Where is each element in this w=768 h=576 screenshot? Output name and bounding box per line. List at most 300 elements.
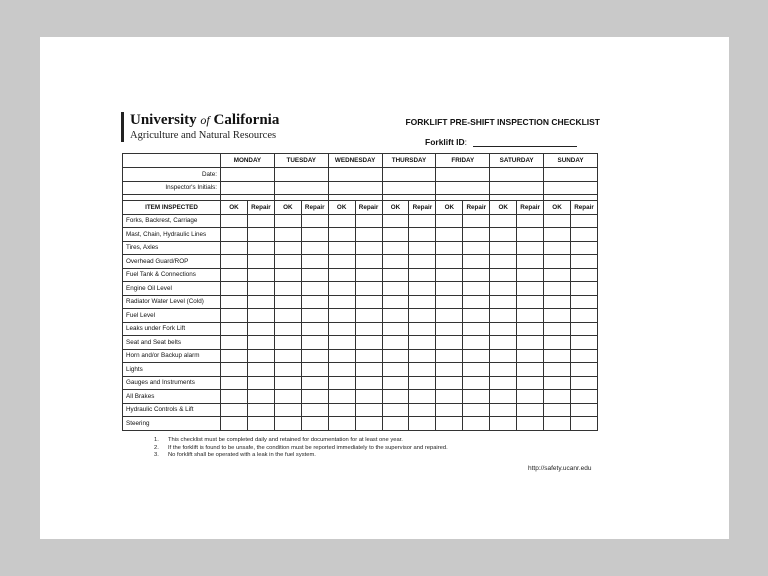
ok-checkbox-cell[interactable] (544, 268, 571, 282)
repair-checkbox-cell[interactable] (247, 363, 274, 377)
repair-checkbox-cell[interactable] (409, 376, 436, 390)
item-label: Overhead Guard/ROP (123, 255, 221, 269)
ok-checkbox-cell[interactable] (382, 349, 409, 363)
forklift-id-blank[interactable] (473, 136, 577, 147)
repair-checkbox-cell[interactable] (355, 349, 382, 363)
repair-checkbox-cell[interactable] (355, 322, 382, 336)
table-row (123, 295, 598, 309)
initials-cell[interactable] (382, 181, 436, 195)
item-header-row (123, 201, 598, 215)
ok-checkbox-cell[interactable] (328, 241, 355, 255)
ok-checkbox-cell[interactable] (490, 241, 517, 255)
repair-checkbox-cell[interactable] (355, 309, 382, 323)
repair-checkbox-cell[interactable] (409, 363, 436, 377)
repair-checkbox-cell[interactable] (517, 295, 544, 309)
table-row (123, 403, 598, 417)
ok-checkbox-cell[interactable] (328, 255, 355, 269)
repair-header: Repair (463, 201, 490, 215)
logo-university-name: University of California (130, 112, 280, 128)
ok-checkbox-cell[interactable] (436, 295, 463, 309)
ok-checkbox-cell[interactable] (382, 255, 409, 269)
repair-checkbox-cell[interactable] (463, 390, 490, 404)
ok-checkbox-cell[interactable] (490, 403, 517, 417)
repair-checkbox-cell[interactable] (517, 349, 544, 363)
item-label: Fuel Level (123, 309, 221, 323)
ok-checkbox-cell[interactable] (274, 322, 301, 336)
ok-checkbox-cell[interactable] (436, 228, 463, 242)
repair-checkbox-cell[interactable] (517, 322, 544, 336)
ok-checkbox-cell[interactable] (436, 268, 463, 282)
repair-header: Repair (409, 201, 436, 215)
ok-checkbox-cell[interactable] (436, 376, 463, 390)
ok-checkbox-cell[interactable] (221, 376, 248, 390)
repair-checkbox-cell[interactable] (463, 417, 490, 431)
repair-checkbox-cell[interactable] (409, 268, 436, 282)
repair-checkbox-cell[interactable] (570, 268, 597, 282)
ok-checkbox-cell[interactable] (382, 390, 409, 404)
table-row (123, 390, 598, 404)
day-header: SATURDAY (490, 154, 544, 168)
repair-checkbox-cell[interactable] (463, 376, 490, 390)
ok-checkbox-cell[interactable] (274, 336, 301, 350)
note-number: 1. (154, 437, 159, 443)
repair-checkbox-cell[interactable] (463, 282, 490, 296)
repair-checkbox-cell[interactable] (355, 268, 382, 282)
repair-checkbox-cell[interactable] (301, 336, 328, 350)
ok-checkbox-cell[interactable] (490, 268, 517, 282)
ok-checkbox-cell[interactable] (490, 376, 517, 390)
ok-checkbox-cell[interactable] (221, 282, 248, 296)
ok-checkbox-cell[interactable] (382, 336, 409, 350)
repair-checkbox-cell[interactable] (517, 241, 544, 255)
ok-checkbox-cell[interactable] (328, 417, 355, 431)
ok-checkbox-cell[interactable] (382, 295, 409, 309)
ok-checkbox-cell[interactable] (436, 349, 463, 363)
ok-checkbox-cell[interactable] (328, 322, 355, 336)
ok-checkbox-cell[interactable] (274, 390, 301, 404)
repair-header: Repair (570, 201, 597, 215)
repair-checkbox-cell[interactable] (355, 241, 382, 255)
repair-checkbox-cell[interactable] (463, 228, 490, 242)
ok-checkbox-cell[interactable] (274, 268, 301, 282)
repair-checkbox-cell[interactable] (463, 295, 490, 309)
date-cell[interactable] (274, 168, 328, 182)
repair-checkbox-cell[interactable] (247, 322, 274, 336)
ok-checkbox-cell[interactable] (328, 336, 355, 350)
ok-checkbox-cell[interactable] (490, 390, 517, 404)
repair-checkbox-cell[interactable] (247, 268, 274, 282)
repair-checkbox-cell[interactable] (570, 376, 597, 390)
ok-checkbox-cell[interactable] (221, 403, 248, 417)
ok-checkbox-cell[interactable] (382, 268, 409, 282)
ok-checkbox-cell[interactable] (490, 363, 517, 377)
ok-checkbox-cell[interactable] (328, 214, 355, 228)
ok-checkbox-cell[interactable] (544, 376, 571, 390)
repair-checkbox-cell[interactable] (409, 322, 436, 336)
repair-checkbox-cell[interactable] (570, 363, 597, 377)
date-cell[interactable] (490, 168, 544, 182)
repair-checkbox-cell[interactable] (463, 322, 490, 336)
repair-checkbox-cell[interactable] (247, 255, 274, 269)
date-row (123, 168, 598, 182)
repair-checkbox-cell[interactable] (570, 336, 597, 350)
ok-checkbox-cell[interactable] (221, 336, 248, 350)
initials-cell[interactable] (490, 181, 544, 195)
ok-checkbox-cell[interactable] (382, 322, 409, 336)
table-row (123, 322, 598, 336)
ok-checkbox-cell[interactable] (382, 417, 409, 431)
repair-checkbox-cell[interactable] (355, 417, 382, 431)
ok-checkbox-cell[interactable] (382, 241, 409, 255)
ok-header: OK (544, 201, 571, 215)
date-cell[interactable] (382, 168, 436, 182)
repair-checkbox-cell[interactable] (247, 376, 274, 390)
ok-checkbox-cell[interactable] (544, 309, 571, 323)
ok-checkbox-cell[interactable] (544, 228, 571, 242)
item-label: Leaks under Fork Lift (123, 322, 221, 336)
repair-checkbox-cell[interactable] (463, 403, 490, 417)
repair-checkbox-cell[interactable] (409, 336, 436, 350)
forklift-id-field[interactable]: Forklift ID : (425, 136, 577, 147)
ok-checkbox-cell[interactable] (274, 309, 301, 323)
ok-checkbox-cell[interactable] (382, 282, 409, 296)
repair-checkbox-cell[interactable] (301, 403, 328, 417)
repair-header: Repair (517, 201, 544, 215)
repair-checkbox-cell[interactable] (247, 241, 274, 255)
item-label: Gauges and Instruments (123, 376, 221, 390)
note-number: 3. (154, 452, 159, 458)
repair-checkbox-cell[interactable] (247, 403, 274, 417)
note-item (154, 437, 448, 445)
ok-checkbox-cell[interactable] (544, 241, 571, 255)
repair-checkbox-cell[interactable] (355, 363, 382, 377)
ok-checkbox-cell[interactable] (328, 282, 355, 296)
item-inspected-header: ITEM INSPECTED (123, 201, 221, 215)
footer-url: http://safety.ucanr.edu (528, 465, 592, 472)
ok-checkbox-cell[interactable] (436, 309, 463, 323)
ok-checkbox-cell[interactable] (490, 295, 517, 309)
repair-checkbox-cell[interactable] (409, 349, 436, 363)
initials-cell[interactable] (436, 181, 490, 195)
item-label: Steering (123, 417, 221, 431)
ok-checkbox-cell[interactable] (544, 390, 571, 404)
repair-checkbox-cell[interactable] (247, 417, 274, 431)
repair-checkbox-cell[interactable] (570, 390, 597, 404)
repair-checkbox-cell[interactable] (247, 349, 274, 363)
ok-checkbox-cell[interactable] (328, 268, 355, 282)
repair-checkbox-cell[interactable] (517, 228, 544, 242)
ok-checkbox-cell[interactable] (544, 214, 571, 228)
date-cell[interactable] (544, 168, 598, 182)
repair-checkbox-cell[interactable] (463, 309, 490, 323)
ok-checkbox-cell[interactable] (221, 417, 248, 431)
ok-checkbox-cell[interactable] (436, 241, 463, 255)
day-header: WEDNESDAY (328, 154, 382, 168)
repair-checkbox-cell[interactable] (570, 214, 597, 228)
item-label: Hydraulic Controls & Lift (123, 403, 221, 417)
table-row (123, 309, 598, 323)
ok-checkbox-cell[interactable] (221, 309, 248, 323)
note-text: No forklift shall be operated with a leak in the fuel system. (168, 452, 316, 458)
repair-checkbox-cell[interactable] (517, 268, 544, 282)
ok-checkbox-cell[interactable] (328, 403, 355, 417)
ok-checkbox-cell[interactable] (436, 322, 463, 336)
table-row (123, 228, 598, 242)
repair-checkbox-cell[interactable] (301, 282, 328, 296)
initials-cell[interactable] (221, 181, 275, 195)
table-row (123, 363, 598, 377)
repair-checkbox-cell[interactable] (301, 241, 328, 255)
repair-checkbox-cell[interactable] (463, 363, 490, 377)
ok-checkbox-cell[interactable] (274, 363, 301, 377)
repair-checkbox-cell[interactable] (570, 322, 597, 336)
ok-header: OK (490, 201, 517, 215)
ok-checkbox-cell[interactable] (382, 376, 409, 390)
repair-checkbox-cell[interactable] (570, 295, 597, 309)
ok-checkbox-cell[interactable] (274, 255, 301, 269)
ok-checkbox-cell[interactable] (436, 390, 463, 404)
repair-checkbox-cell[interactable] (570, 417, 597, 431)
table-row (123, 255, 598, 269)
repair-checkbox-cell[interactable] (409, 295, 436, 309)
ok-checkbox-cell[interactable] (382, 214, 409, 228)
item-label: Mast, Chain, Hydraulic Lines (123, 228, 221, 242)
repair-checkbox-cell[interactable] (517, 390, 544, 404)
ok-checkbox-cell[interactable] (544, 363, 571, 377)
repair-checkbox-cell[interactable] (570, 349, 597, 363)
repair-checkbox-cell[interactable] (301, 309, 328, 323)
repair-checkbox-cell[interactable] (463, 241, 490, 255)
ok-checkbox-cell[interactable] (221, 268, 248, 282)
ok-checkbox-cell[interactable] (382, 309, 409, 323)
initials-cell[interactable] (328, 181, 382, 195)
repair-checkbox-cell[interactable] (355, 336, 382, 350)
date-cell[interactable] (221, 168, 275, 182)
ok-checkbox-cell[interactable] (274, 376, 301, 390)
repair-header: Repair (301, 201, 328, 215)
repair-checkbox-cell[interactable] (409, 282, 436, 296)
ok-checkbox-cell[interactable] (544, 403, 571, 417)
repair-checkbox-cell[interactable] (570, 255, 597, 269)
ok-checkbox-cell[interactable] (221, 295, 248, 309)
repair-checkbox-cell[interactable] (409, 390, 436, 404)
day-header: MONDAY (221, 154, 275, 168)
ok-checkbox-cell[interactable] (274, 403, 301, 417)
table-row (123, 282, 598, 296)
ok-checkbox-cell[interactable] (544, 255, 571, 269)
repair-checkbox-cell[interactable] (355, 403, 382, 417)
ok-checkbox-cell[interactable] (274, 214, 301, 228)
repair-checkbox-cell[interactable] (463, 268, 490, 282)
repair-checkbox-cell[interactable] (355, 228, 382, 242)
note-number: 2. (154, 444, 159, 451)
repair-checkbox-cell[interactable] (301, 322, 328, 336)
ok-checkbox-cell[interactable] (490, 228, 517, 242)
repair-checkbox-cell[interactable] (301, 228, 328, 242)
repair-checkbox-cell[interactable] (517, 309, 544, 323)
ok-header: OK (382, 201, 409, 215)
corner-cell (123, 154, 221, 168)
ok-checkbox-cell[interactable] (436, 417, 463, 431)
ok-checkbox-cell[interactable] (221, 255, 248, 269)
ok-checkbox-cell[interactable] (436, 214, 463, 228)
item-label: Radiator Water Level (Cold) (123, 295, 221, 309)
repair-checkbox-cell[interactable] (517, 363, 544, 377)
ok-checkbox-cell[interactable] (221, 322, 248, 336)
day-header: TUESDAY (274, 154, 328, 168)
repair-header: Repair (355, 201, 382, 215)
repair-checkbox-cell[interactable] (463, 336, 490, 350)
table-row (123, 417, 598, 431)
item-label: All Brakes (123, 390, 221, 404)
repair-checkbox-cell[interactable] (463, 214, 490, 228)
repair-checkbox-cell[interactable] (355, 295, 382, 309)
repair-checkbox-cell[interactable] (463, 349, 490, 363)
ok-checkbox-cell[interactable] (490, 214, 517, 228)
repair-checkbox-cell[interactable] (570, 282, 597, 296)
ok-checkbox-cell[interactable] (221, 214, 248, 228)
ok-checkbox-cell[interactable] (382, 228, 409, 242)
repair-checkbox-cell[interactable] (517, 336, 544, 350)
item-label: Forks, Backrest, Carriage (123, 214, 221, 228)
repair-checkbox-cell[interactable] (409, 417, 436, 431)
repair-checkbox-cell[interactable] (409, 255, 436, 269)
repair-checkbox-cell[interactable] (355, 376, 382, 390)
note-text: If the forklift is found to be unsafe, the condition must be reported immediately to the supervisor and repaired. (168, 444, 448, 451)
ok-checkbox-cell[interactable] (490, 282, 517, 296)
repair-checkbox-cell[interactable] (301, 268, 328, 282)
date-cell[interactable] (328, 168, 382, 182)
uc-anr-logo (121, 112, 279, 142)
ok-checkbox-cell[interactable] (328, 390, 355, 404)
ok-checkbox-cell[interactable] (221, 349, 248, 363)
repair-checkbox-cell[interactable] (463, 255, 490, 269)
table-row (123, 376, 598, 390)
ok-checkbox-cell[interactable] (328, 228, 355, 242)
repair-checkbox-cell[interactable] (301, 255, 328, 269)
ok-checkbox-cell[interactable] (544, 417, 571, 431)
ok-checkbox-cell[interactable] (328, 295, 355, 309)
forklift-id-label: Forklift ID (425, 137, 465, 147)
ok-checkbox-cell[interactable] (436, 282, 463, 296)
ok-checkbox-cell[interactable] (490, 255, 517, 269)
repair-checkbox-cell[interactable] (570, 309, 597, 323)
repair-checkbox-cell[interactable] (301, 295, 328, 309)
initials-cell[interactable] (544, 181, 598, 195)
ok-checkbox-cell[interactable] (436, 255, 463, 269)
repair-checkbox-cell[interactable] (247, 390, 274, 404)
repair-checkbox-cell[interactable] (247, 228, 274, 242)
ok-header: OK (221, 201, 248, 215)
ok-checkbox-cell[interactable] (274, 349, 301, 363)
inspector-row (123, 181, 598, 195)
repair-checkbox-cell[interactable] (517, 255, 544, 269)
ok-checkbox-cell[interactable] (544, 295, 571, 309)
repair-checkbox-cell[interactable] (247, 282, 274, 296)
ok-checkbox-cell[interactable] (328, 376, 355, 390)
ok-checkbox-cell[interactable] (274, 241, 301, 255)
repair-checkbox-cell[interactable] (517, 376, 544, 390)
repair-checkbox-cell[interactable] (247, 336, 274, 350)
repair-checkbox-cell[interactable] (247, 295, 274, 309)
repair-checkbox-cell[interactable] (517, 214, 544, 228)
ok-checkbox-cell[interactable] (490, 336, 517, 350)
ok-checkbox-cell[interactable] (490, 309, 517, 323)
repair-checkbox-cell[interactable] (247, 214, 274, 228)
repair-checkbox-cell[interactable] (570, 228, 597, 242)
ok-checkbox-cell[interactable] (544, 322, 571, 336)
table-row (123, 336, 598, 350)
ok-checkbox-cell[interactable] (221, 241, 248, 255)
item-label: Fuel Tank & Connections (123, 268, 221, 282)
item-label: Tires, Axles (123, 241, 221, 255)
ok-checkbox-cell[interactable] (382, 403, 409, 417)
ok-checkbox-cell[interactable] (544, 336, 571, 350)
ok-checkbox-cell[interactable] (274, 282, 301, 296)
ok-checkbox-cell[interactable] (436, 363, 463, 377)
initials-cell[interactable] (274, 181, 328, 195)
ok-checkbox-cell[interactable] (382, 363, 409, 377)
note-item (154, 445, 448, 453)
repair-checkbox-cell[interactable] (355, 255, 382, 269)
ok-checkbox-cell[interactable] (544, 349, 571, 363)
ok-checkbox-cell[interactable] (328, 309, 355, 323)
ok-header: OK (274, 201, 301, 215)
repair-checkbox-cell[interactable] (409, 228, 436, 242)
ok-checkbox-cell[interactable] (274, 295, 301, 309)
ok-checkbox-cell[interactable] (221, 363, 248, 377)
repair-checkbox-cell[interactable] (517, 403, 544, 417)
repair-checkbox-cell[interactable] (570, 403, 597, 417)
ok-checkbox-cell[interactable] (436, 403, 463, 417)
ok-checkbox-cell[interactable] (490, 417, 517, 431)
repair-checkbox-cell[interactable] (409, 214, 436, 228)
repair-checkbox-cell[interactable] (301, 363, 328, 377)
repair-checkbox-cell[interactable] (301, 417, 328, 431)
repair-checkbox-cell[interactable] (301, 390, 328, 404)
item-label: Horn and/or Backup alarm (123, 349, 221, 363)
day-header: SUNDAY (544, 154, 598, 168)
repair-checkbox-cell[interactable] (409, 309, 436, 323)
item-label: Seat and Seat belts (123, 336, 221, 350)
repair-checkbox-cell[interactable] (355, 214, 382, 228)
item-label: Engine Oil Level (123, 282, 221, 296)
ok-checkbox-cell[interactable] (328, 349, 355, 363)
repair-checkbox-cell[interactable] (355, 390, 382, 404)
ok-checkbox-cell[interactable] (221, 228, 248, 242)
repair-checkbox-cell[interactable] (355, 282, 382, 296)
ok-checkbox-cell[interactable] (221, 390, 248, 404)
repair-checkbox-cell[interactable] (301, 349, 328, 363)
ok-checkbox-cell[interactable] (274, 228, 301, 242)
ok-checkbox-cell[interactable] (490, 349, 517, 363)
repair-checkbox-cell[interactable] (409, 241, 436, 255)
repair-checkbox-cell[interactable] (570, 241, 597, 255)
ok-checkbox-cell[interactable] (544, 282, 571, 296)
repair-checkbox-cell[interactable] (517, 417, 544, 431)
ok-checkbox-cell[interactable] (274, 417, 301, 431)
repair-checkbox-cell[interactable] (517, 282, 544, 296)
notes-list (154, 437, 448, 460)
ok-checkbox-cell[interactable] (328, 363, 355, 377)
date-cell[interactable] (436, 168, 490, 182)
ok-checkbox-cell[interactable] (436, 336, 463, 350)
repair-checkbox-cell[interactable] (301, 376, 328, 390)
repair-checkbox-cell[interactable] (247, 309, 274, 323)
repair-checkbox-cell[interactable] (409, 403, 436, 417)
repair-checkbox-cell[interactable] (301, 214, 328, 228)
ok-checkbox-cell[interactable] (490, 322, 517, 336)
